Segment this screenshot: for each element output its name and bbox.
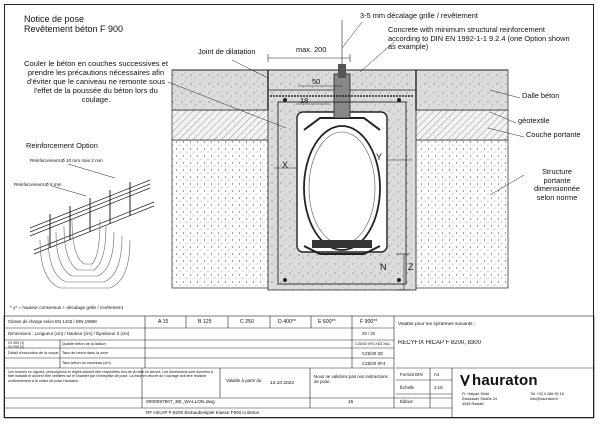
class-f900: F 900** bbox=[360, 319, 378, 325]
dim-n: N bbox=[380, 262, 387, 272]
phone: Tél +33 4 286 95 18 bbox=[530, 392, 564, 396]
reinforcement-option-title: Reinforcement Option bbox=[26, 141, 98, 150]
row4-left: Détail d'exécution de la coupe bbox=[8, 351, 59, 355]
company-logo: hauraton bbox=[472, 372, 538, 389]
base-layer-label: Couche portante bbox=[526, 130, 581, 139]
email: info@hauraton.fr bbox=[530, 397, 559, 401]
valid-systems-label: Valable pour les systèmes suivants : bbox=[398, 322, 476, 327]
dimensions-label: Dimensions : Longueur (cm) / Hauteur (cm) / Épaisseur 2 (cm) bbox=[8, 331, 130, 336]
address-2: Zwickauer Straße 24 bbox=[462, 397, 498, 401]
hauraton-logo-icon bbox=[460, 374, 470, 386]
pouring-instructions: Couler le béton en couches successives et prendre les précautions nécessaires afin d'éviter que le caniveau ne remonte sous l'effet de la poussée du béton lors du coulage. bbox=[24, 59, 168, 104]
row3-mid: Qualité béton de la liaison bbox=[62, 342, 106, 346]
footnote: * y* = hauteur consensus + décalage grille / revêtement bbox=[10, 305, 123, 310]
structure-label: Structure portante dimensionnée selon norme bbox=[533, 167, 581, 202]
product-description: RF HICAP F-8200 Einbaubeispiel Klasse F900 in Beton bbox=[146, 410, 260, 415]
address-1: Fr. Haiyan Seibt bbox=[462, 392, 490, 396]
row4-val: C25/30 XD bbox=[362, 351, 384, 356]
grate-offset-label: 3-5 mm décalage grille / revêtement bbox=[360, 11, 478, 20]
row3-val: C25/30 XF4 XD3 XA1 bbox=[355, 342, 390, 346]
dim-50: 50 bbox=[312, 77, 321, 86]
document-number: 0000097807_BE_WALLON.dwg bbox=[146, 400, 215, 405]
format-value: A4 bbox=[434, 372, 440, 377]
dim-z: Z bbox=[408, 262, 414, 272]
class-d400: D 400** bbox=[278, 319, 296, 325]
valid-systems-value: RECYFIX HICAP F 8200, 8300 bbox=[398, 340, 481, 346]
rebar-label-2: Reinforcement Ø 8 mm bbox=[14, 182, 62, 187]
concrete-slab-label: Dalle béton bbox=[522, 91, 560, 100]
page-number: 15 bbox=[348, 400, 354, 405]
rebar-label-1: Reinforcement Ø 10 mm max 2 mm bbox=[30, 158, 103, 163]
row5-mid: Taux béton du caniveau (cm) bbox=[62, 361, 111, 365]
row3a: Gr 300 (1) bbox=[8, 341, 25, 345]
not-valid-note: Nous ne validons pas nos instructions de pose. bbox=[314, 374, 388, 384]
load-class-label: Classe de charge selon EN 1433 / DIN 19580 bbox=[8, 319, 97, 324]
dim-x: X bbox=[282, 160, 289, 170]
row4-mid: Taux de béton dans la zone bbox=[62, 351, 109, 355]
row3b: Gr 200 (2) bbox=[8, 345, 25, 349]
class-a15: A 15 bbox=[158, 319, 169, 325]
dim-18: 18 bbox=[300, 96, 309, 105]
geotextile-label: géotextile bbox=[518, 116, 550, 125]
scale-label: Échelle bbox=[400, 385, 415, 390]
valid-date: 13.10.2022 bbox=[270, 381, 295, 386]
valid-from-label: Valable à partir du bbox=[226, 378, 262, 383]
class-b125: B 125 bbox=[198, 319, 212, 325]
row5-val: C25/30 XF4 bbox=[362, 361, 386, 366]
class-e600: E 600** bbox=[318, 319, 336, 325]
dimensions-value: 20 / 20 bbox=[362, 331, 376, 336]
dim-y: Y bbox=[376, 152, 383, 162]
edition-label: Édition bbox=[400, 399, 414, 404]
page-title: Notice de pose Revêtement béton F 900 bbox=[24, 14, 124, 35]
format-label: Format DIN bbox=[400, 372, 423, 377]
disclaimer: Les normes en vigueur, prescriptions et règles doivent être respectées lors de la mise en œuvre. Les dimensions sont données à titre indicatif et doivent être vérifiées sur le chantier par l'entreprise de pose. La mise en œuvre de l'ouvrage doit être réalisée conformément à la notice de pose Hauraton. bbox=[8, 370, 213, 383]
dim-max-200: max. 200 bbox=[296, 45, 327, 54]
scale-value: 1:10 bbox=[434, 385, 443, 390]
class-c250: C 250 bbox=[240, 319, 254, 325]
address-3: 4048 Rastatt bbox=[462, 402, 484, 406]
expansion-joint-label: Joint de dilatation bbox=[198, 47, 256, 56]
reinforcement-note: Concrete with minimum structural reinforcement according to DIN EN 1992-1-1 9.2.4 (one Option shown as example) bbox=[388, 25, 570, 52]
